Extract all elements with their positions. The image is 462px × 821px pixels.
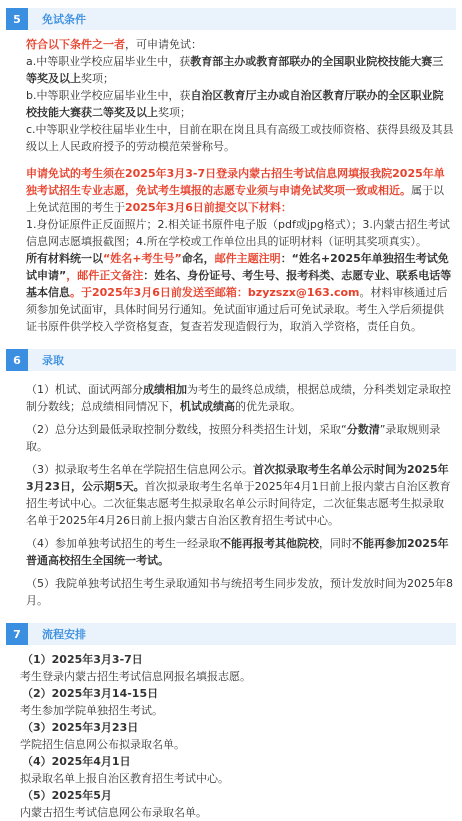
section-number: 5 bbox=[6, 8, 28, 30]
section-title: 录取 bbox=[42, 354, 64, 367]
schedule-item bbox=[6, 651, 456, 685]
admission-rule-3: （3）拟录取考生名单在学院招生信息网公示。首次拟录取考生名单公示时间为2025年3月23日，公示期5天。首次拟录取考生名单于2025年4月1日前上报内蒙古自治区教育招生考试中心。二次征集志愿考生拟录取名单公示时间待定，二次征集志愿考生拟录取名单于2025年4月26日前上报内蒙古自治区教育招生考试中心。 bbox=[26, 463, 451, 527]
section-header-5 bbox=[6, 8, 456, 30]
schedule-desc: 考生参加学院单独招生考试。 bbox=[20, 704, 163, 717]
section-title: 免试条件 bbox=[42, 13, 86, 26]
section-header-7 bbox=[6, 623, 456, 645]
admission-rule-4: （4）参加单独考试招生的考生一经录取不能再报考其他院校，同时不能再参加2025年普通高校招生全国统一考试。 bbox=[26, 537, 449, 567]
schedule-item bbox=[6, 787, 456, 821]
schedule-item bbox=[6, 685, 456, 719]
condition-a: a.中等职业学校应届毕业生中，获教育部主办或教育部联办的全国职业院校技能大赛三等奖及以上奖项； bbox=[26, 55, 444, 85]
schedule-date: （5）2025年5月 bbox=[22, 789, 112, 802]
naming-rules: 所有材料统一以“姓名+考生号”命名，邮件主题注明：“姓名+2025年单独招生考试免试申请”，邮件正文备注：姓名、身份证号、考生号、报考科类、志愿专业、联系电话等基本信息。于2025年3月6日前发送至邮箱：bzyzszx@163.com。材料审核通过后须参加免试面审，具体时间另行通知。免试面审通过后可免试录取。考生入学后须提供证书原件供学校入学资格复查，复查若发现造假行为，取消入学资格，责任自负。 bbox=[26, 252, 452, 333]
section-header-6 bbox=[6, 349, 456, 371]
schedule-item bbox=[6, 719, 456, 753]
exemption-intro: 符合以下条件之一者，可申请免试： bbox=[26, 38, 202, 51]
section-number: 7 bbox=[6, 623, 28, 645]
schedule-desc: 考生登录内蒙古招生考试信息网报名填报志愿。 bbox=[20, 670, 251, 683]
schedule-list bbox=[6, 651, 456, 821]
schedule-date: （2）2025年3月14-15日 bbox=[22, 687, 159, 700]
schedule-item bbox=[6, 753, 456, 787]
schedule-desc: 学院招生信息网公布拟录取名单。 bbox=[20, 738, 185, 751]
section-number: 6 bbox=[6, 349, 28, 371]
condition-b: b.中等职业学校应届毕业生中，获自治区教育厅主办或自治区教育厅联办的全区职业院校技能大赛获二等奖及以上奖项； bbox=[26, 89, 444, 119]
admission-rule-5: （5）我院单独考试招生考生录取通知书与统招考生同步发放，预计发放时间为2025年8月。 bbox=[26, 577, 453, 607]
schedule-date: （3）2025年3月23日 bbox=[22, 721, 139, 734]
admission-rule-1: （1）机试、面试两部分成绩相加为考生的最终总成绩，根据总成绩，分科类划定录取控制分数线；总成绩相同情况下，机试成绩高的优先录取。 bbox=[26, 383, 451, 413]
schedule-date: （4）2025年4月1日 bbox=[22, 755, 131, 768]
admission-rule-2: （2）总分达到最低录取控制分数线，按照分科类招生计划，采取“分数清”录取规则录取。 bbox=[26, 423, 441, 453]
schedule-desc: 拟录取名单上报自治区教育招生考试中心。 bbox=[20, 772, 229, 785]
condition-c: c.中等职业学校往届毕业生中，目前在职在岗且具有高级工或技师资格、获得县级及其县级以上人民政府授予的劳动模范荣誉称号。 bbox=[26, 123, 454, 153]
materials-list: 1.身份证原件正反面照片；2.相关证书原件电子版（pdf或jpg格式）；3.内蒙古招生考试信息网志愿填报截图；4.所在学校或工作单位出具的证明材料（证明其奖项真实）。 bbox=[26, 218, 450, 248]
apply-instructions: 申请免试的考生须在2025年3月3-7日登录内蒙古招生考试信息网填报我院2025年单独考试招生专业志愿，免试考生填报的志愿专业须与申请免试奖项一致或相近。属于以上免试范围的考生于2025年3月6日前提交以下材料： bbox=[26, 167, 445, 214]
schedule-date: （1）2025年3月3-7日 bbox=[22, 653, 143, 666]
schedule-desc: 内蒙古招生考试信息网公布录取名单。 bbox=[20, 806, 207, 819]
section-title: 流程安排 bbox=[42, 628, 86, 641]
